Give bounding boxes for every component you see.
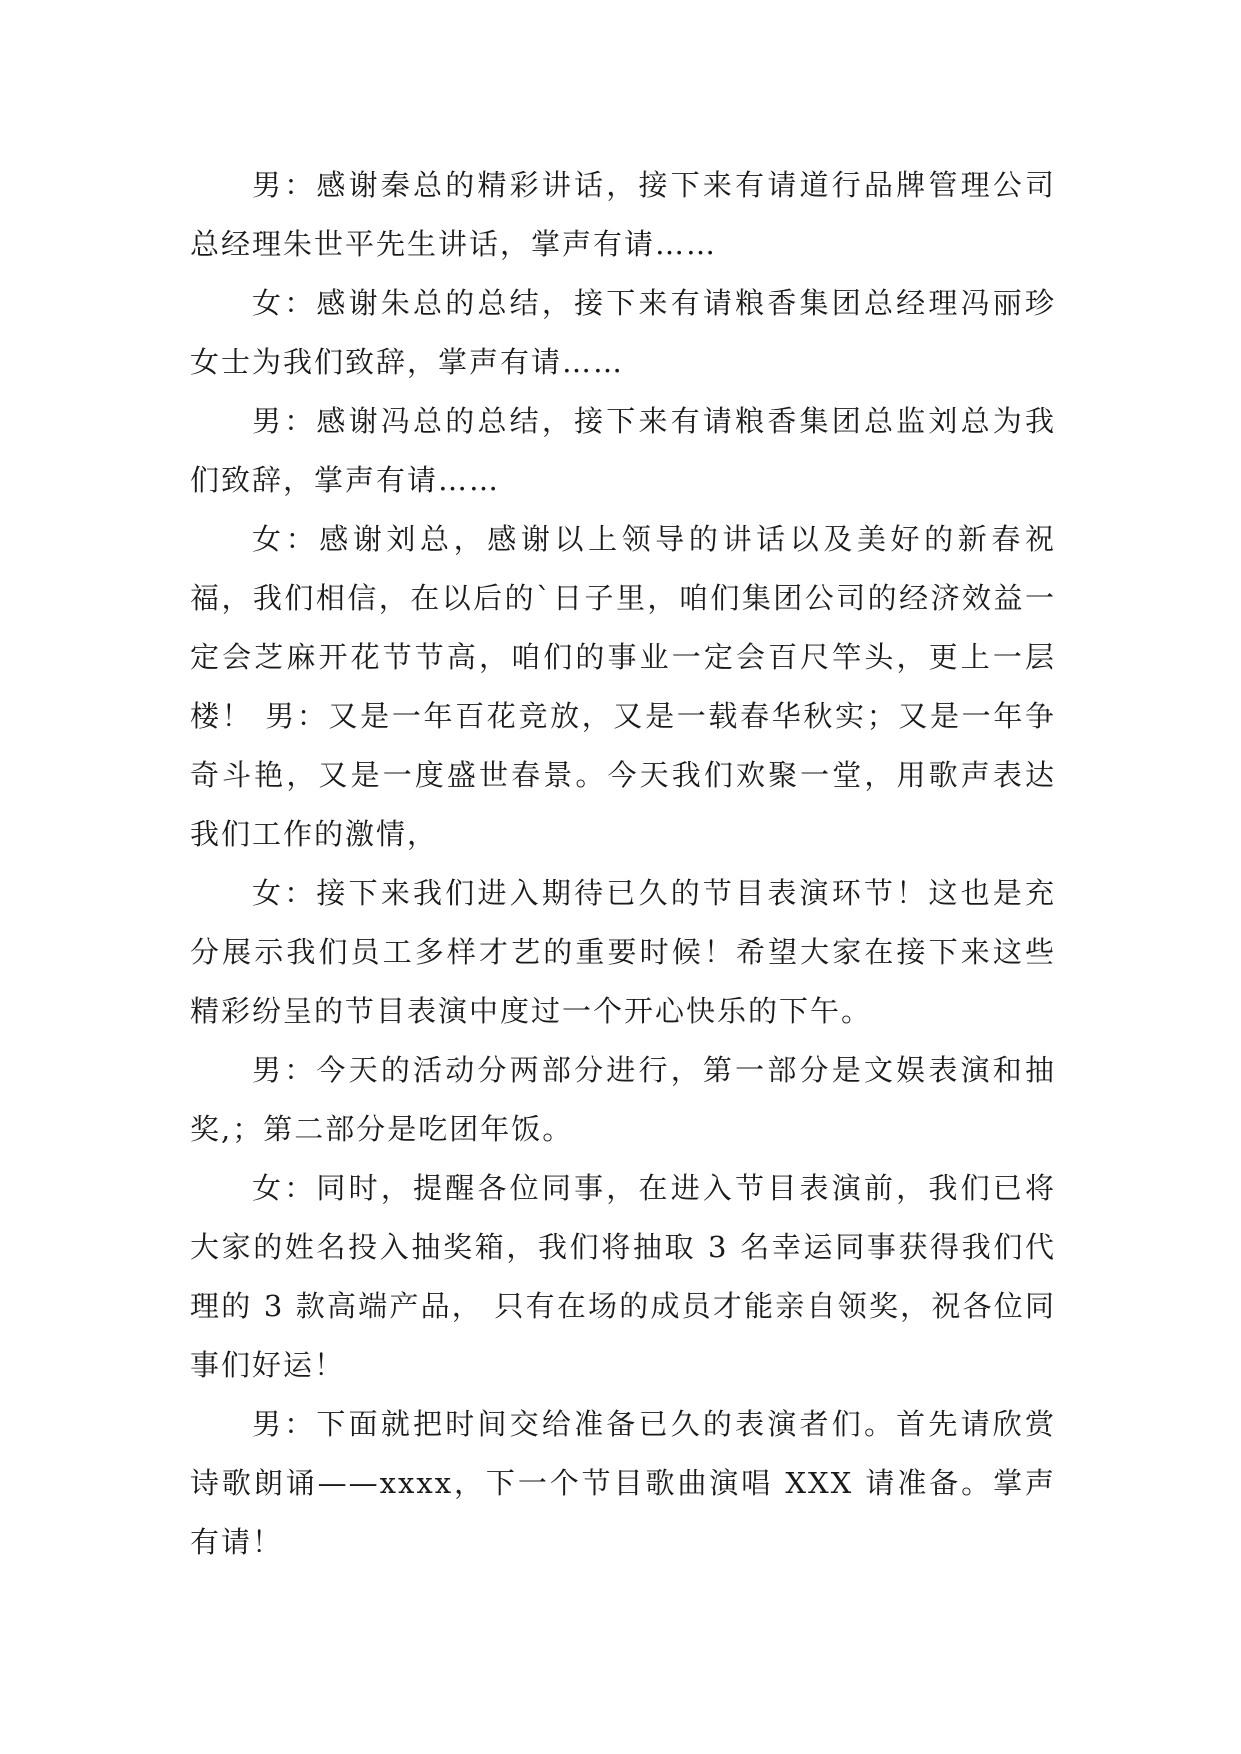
paragraph: 男：感谢秦总的精彩讲话，接下来有请道行品牌管理公司总经理朱世平先生讲话，掌声有请…… <box>190 168 1056 261</box>
paragraph: 女：感谢刘总，感谢以上领导的讲话以及美好的新春祝福，我们相信，在以后的`日子里，咱们集团公司的经济效益一定会芝麻开花节节高，咱们的事业一定会百尺竿头，更上一层楼！ 男：又是一年百花竞放，又是一载春华秋实；又是一年争奇斗艳，又是一度盛世春景。今天我们欢聚一堂，用歌声表达我们工作的激情， <box>190 522 1056 851</box>
paragraph: 男：今天的活动分两部分进行，第一部分是文娱表演和抽奖,；第二部分是吃团年饭。 <box>190 1053 1056 1146</box>
paragraph: 男：感谢冯总的总结，接下来有请粮香集团总监刘总为我们致辞，掌声有请…… <box>190 404 1056 497</box>
document-body <box>190 156 1056 1572</box>
paragraph: 女：同时，提醒各位同事，在进入节目表演前，我们已将大家的姓名投入抽奖箱，我们将抽取 3 名幸运同事获得我们代理的 3 款高端产品， 只有在场的成员才能亲自领奖，祝各位同事们好运！ <box>190 1171 1056 1382</box>
paragraph: 女：接下来我们进入期待已久的节目表演环节！这也是充分展示我们员工多样才艺的重要时候！希望大家在接下来这些精彩纷呈的节目表演中度过一个开心快乐的下午。 <box>190 876 1056 1028</box>
paragraph: 女：感谢朱总的总结，接下来有请粮香集团总经理冯丽珍女士为我们致辞，掌声有请…… <box>190 286 1056 379</box>
paragraph: 男：下面就把时间交给准备已久的表演者们。首先请欣赏诗歌朗诵——xxxx，下一个节目歌曲演唱 XXX 请准备。掌声有请！ <box>190 1407 1056 1559</box>
